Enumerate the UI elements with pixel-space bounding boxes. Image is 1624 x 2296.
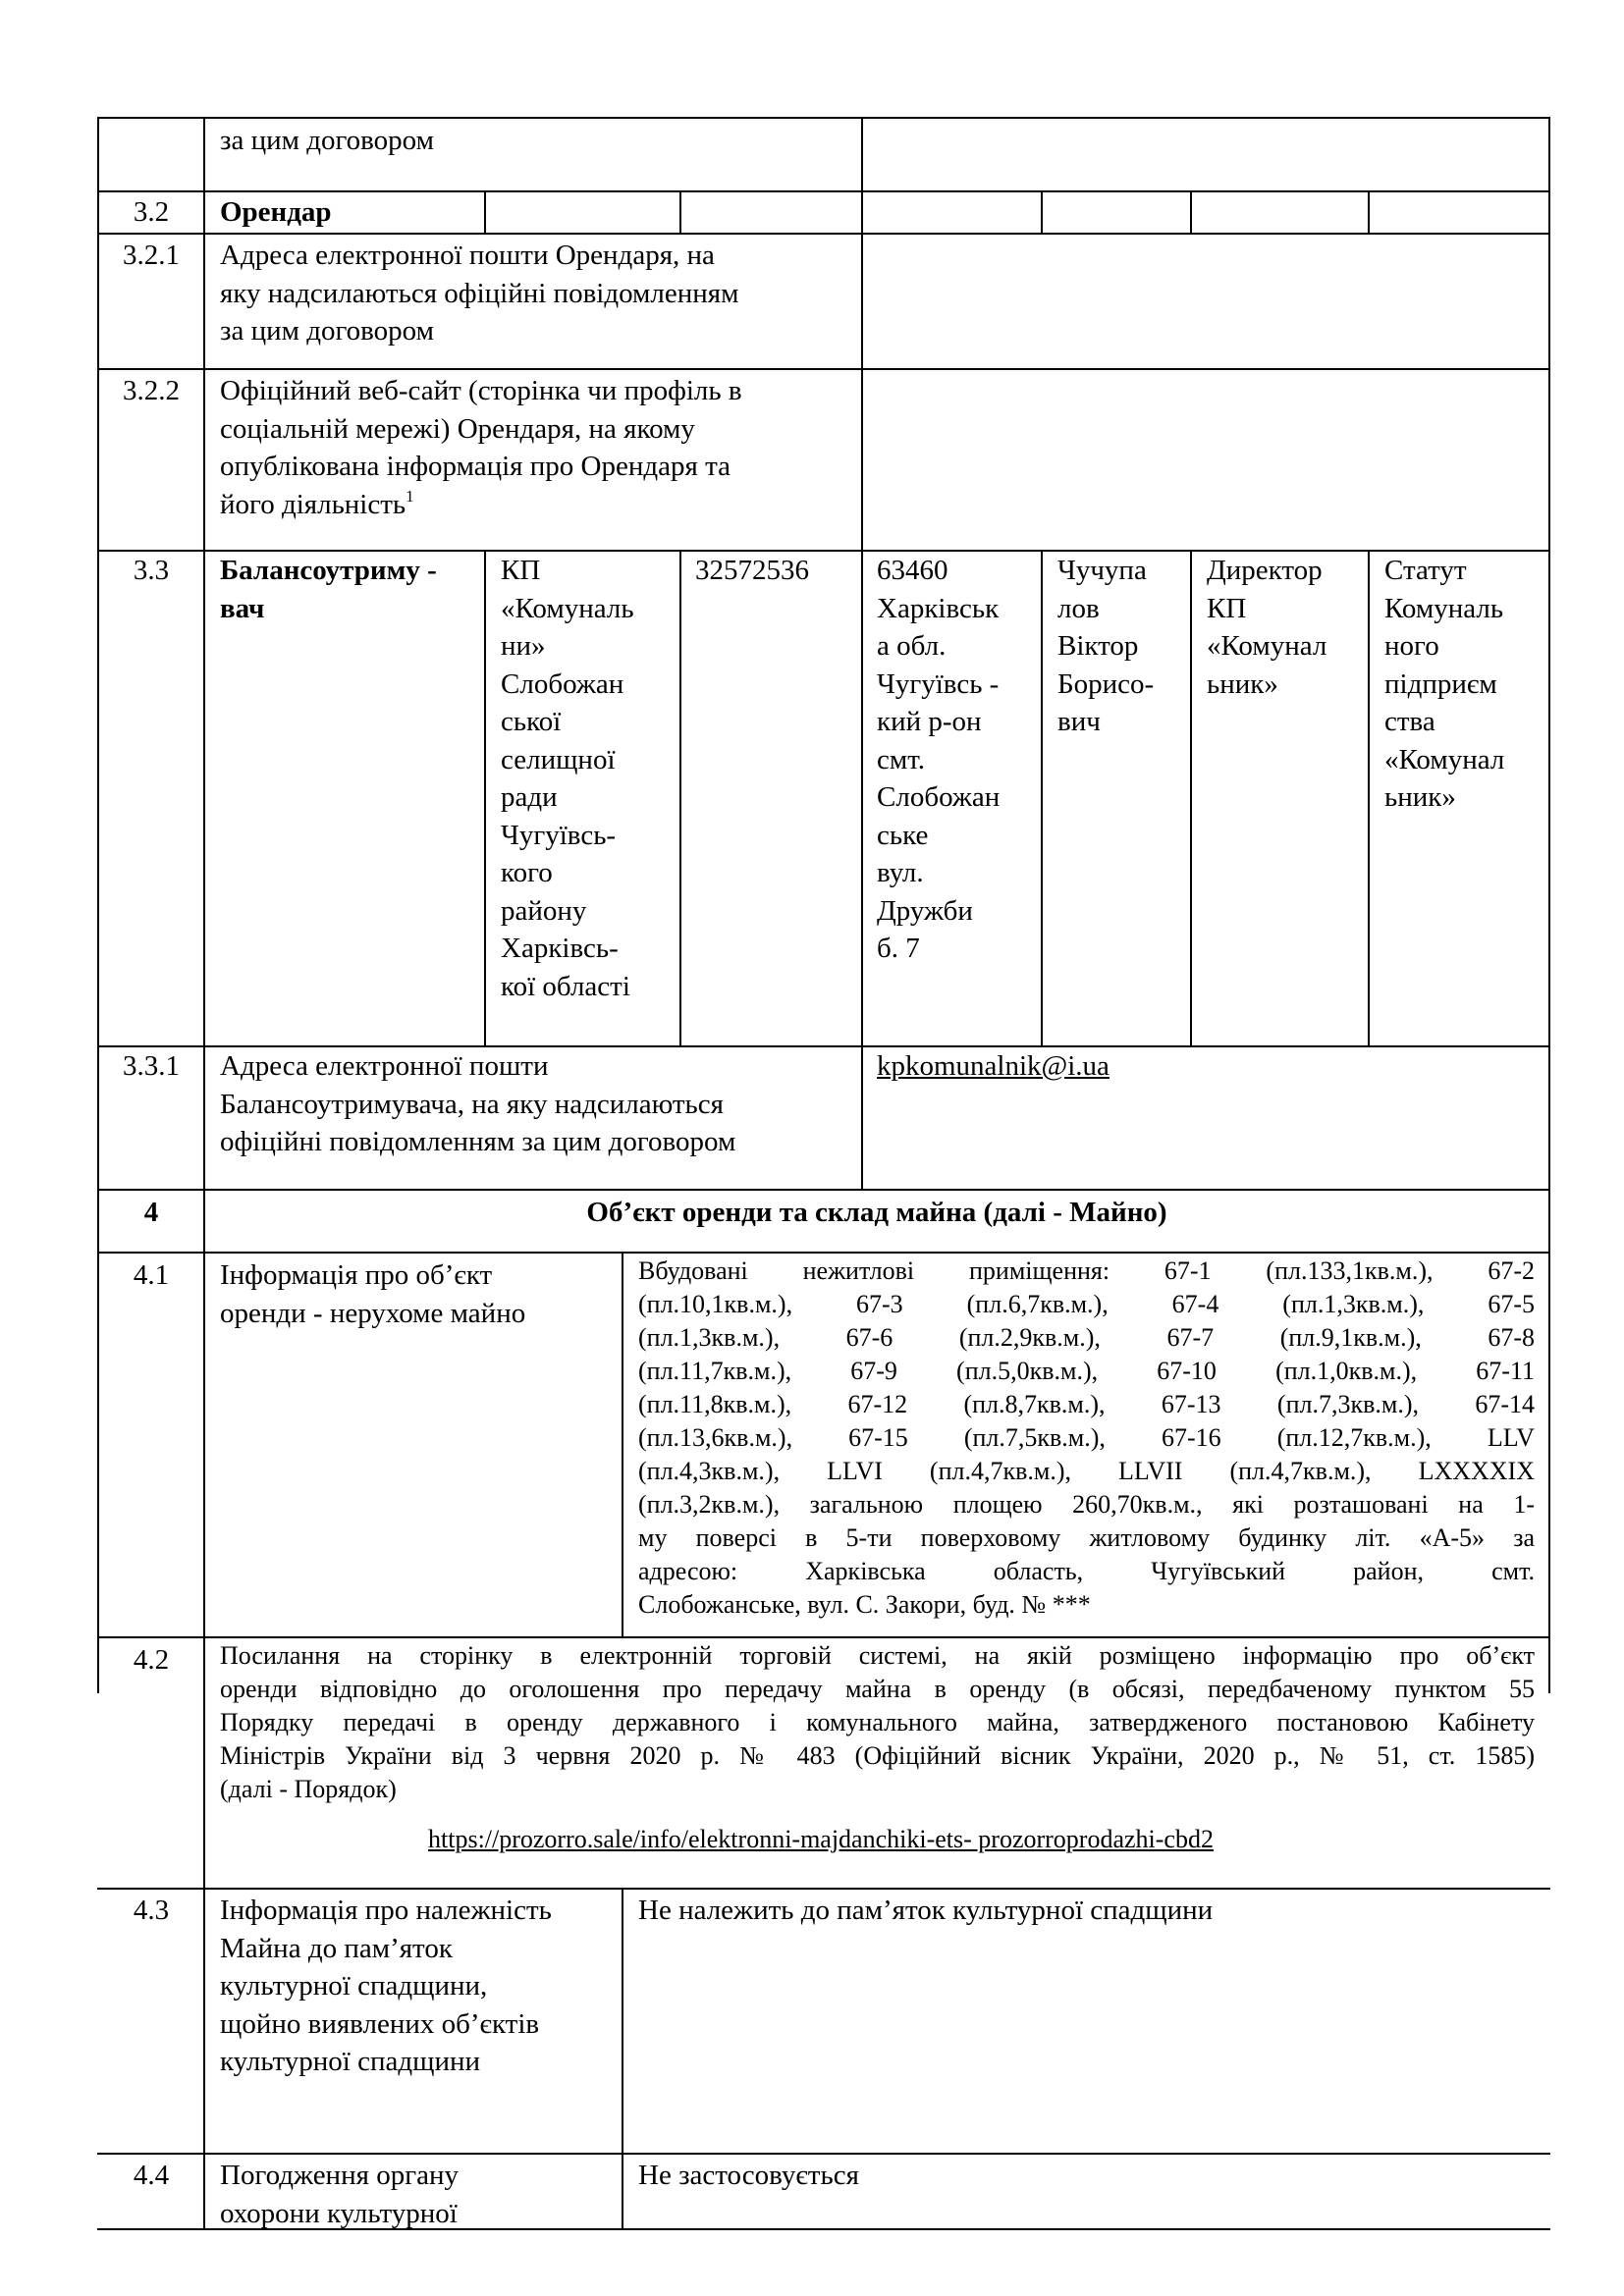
hline: [97, 233, 1550, 235]
row-number: 3.2: [133, 196, 170, 228]
row-number: 3.3.1: [123, 1050, 180, 1082]
balance-holder-basis: Статут Комуналь ного підприєм ства «Комунал ьник»: [1384, 555, 1505, 813]
vline: [1368, 190, 1370, 235]
vline: [484, 190, 486, 235]
border-left: [97, 117, 99, 1693]
hline: [97, 1189, 1550, 1191]
footnote-mark: 1: [406, 486, 414, 506]
ets-link[interactable]: https://prozorro.sale/info/elektronni-majdanchiki-ets- prozorroprodazhi-cbd2: [428, 1825, 1214, 1853]
vline: [622, 1252, 623, 1638]
balance-holder-address: 63460 Харківськ а обл. Чугуївсь - кий р-он смт. Слобожан ське вул. Дружби б. 7: [877, 555, 1001, 964]
object-info-label: Інформація про об’єкт оренди - нерухоме майно: [220, 1259, 526, 1329]
tenant-heading: Орендар: [220, 196, 332, 228]
balance-holder-name: КП «Комуналь ни» Слобожан ської селищної ради Чугуївсь- кого району Харківсь- кої області: [501, 555, 634, 1002]
vline: [622, 1888, 623, 2230]
vline: [1041, 190, 1043, 235]
prev-row-label: за цим договором: [220, 125, 434, 156]
hline: [97, 190, 1550, 192]
ets-link-description: Посилання на сторінку в електронній торговій системі, на якій розміщено інформацію про об’єкт оренди відповідно до оголошення про передачу майна в оренду (в обсязі, передбаченому пунктом 55 Порядку передачі в оренду державного і комунального майна, затвердженого постановою Кабінету Міністрів України від 3 червня 2020 р. № 483 (Офіційний вісник України, 2020 р., № 51, ст. 1585) (далі - Порядок): [220, 1641, 1535, 1803]
tenant-website-label: Офіційний веб-сайт (сторінка чи профіль в соціальній мережі) Орендаря, на якому опублікована інформація про Орендаря та його діяльність$^1$: [220, 375, 742, 520]
section-number: 4: [143, 1197, 159, 1228]
row-number: 4.2: [133, 1644, 170, 1676]
row-number: 3.2.2: [123, 375, 180, 406]
balance-holder-email-link[interactable]: kpkomunalnik@i.ua: [877, 1050, 1110, 1082]
border-right: [1548, 117, 1550, 1693]
vline: [484, 550, 486, 1047]
vline: [679, 550, 681, 1047]
balance-holder-label: Балансоутриму - вач: [220, 555, 437, 624]
balance-holder-position: Директор КП «Комунал ьник»: [1207, 555, 1327, 700]
object-info-value: Вбудовані нежитлові приміщення: 67-1 (пл.133,1кв.м.), 67-2 (пл.10,1кв.м.), 67-3 (пл.6,7кв.м.), 67-4 (пл.1,3кв.м.), 67-5 (пл.1,3кв.м.), 67-6 (пл.2,9кв.м.), 67-7 (пл.9,1кв.м.), 67-8 (пл.11,7кв.м.), 67-9 (пл.5,0кв.м.), 67-10 (пл.1,0кв.м.), 67-11 (пл.11,8кв.м.), 67-12 (пл.8,7кв.м.), 67-13 (пл.7,3кв.м.), 67-14 (пл.13,6кв.м.), 67-15 (пл.7,5кв.м.), 67-16 (пл.12,7кв.м.), LLV (пл.4,3кв.м.), LLVI (пл.4,7кв.м.), LLVII (пл.4,7кв.м.), LXXXXIX (пл.3,2кв.м.), загальною площею 260,70кв.м., які розташовані на 1- му поверсі в 5-ти поверховому житловому будинку літ. «А-5» за адресою: Харківська область, Чугуївський район, смт. Слобожанське, вул. С. Закори, буд. № ***: [638, 1256, 1535, 1619]
row-number: 4.4: [133, 2160, 170, 2191]
vline: [1368, 550, 1370, 1047]
row-number: 4.3: [133, 1895, 170, 1926]
row-number: 4.1: [133, 1259, 170, 1291]
hline: [97, 117, 1550, 119]
vline: [1190, 550, 1192, 1047]
heritage-value: Не належить до пам’яток культурної спадщини: [638, 1895, 1214, 1926]
vline: [861, 117, 863, 1191]
hline: [97, 1252, 1550, 1254]
hline: [97, 368, 1550, 370]
balance-holder-code: 32572536: [695, 555, 809, 586]
hline: [97, 1888, 1550, 1890]
row-number: 3.3: [133, 555, 170, 586]
vline: [679, 190, 681, 235]
vline: [1190, 190, 1192, 235]
tenant-email-label: Адреса електронної пошти Орендаря, на яку надсилаються офіційні повідомленням за цим договором: [220, 240, 739, 347]
vline: [1041, 550, 1043, 1047]
heritage-approval-value: Не застосовується: [638, 2160, 859, 2191]
balance-holder-email-label: Адреса електронної пошти Балансоутримувача, на яку надсилаються офіційні повідомленням за цим договором: [220, 1050, 736, 1157]
balance-holder-person: Чучупа лов Віктор Борисо- вич: [1057, 555, 1155, 737]
row-number: 3.2.1: [123, 240, 180, 271]
section-title: Об’єкт оренди та склад майна (далі - Майно): [586, 1197, 1167, 1228]
hline: [97, 1636, 1550, 1638]
heritage-approval-label: Погодження органу охорони культурної: [220, 2160, 459, 2229]
heritage-label: Інформація про належність Майна до пам’яток культурної спадщини, щойно виявлених об’єктів культурної спадщини: [220, 1895, 552, 2077]
hline: [97, 2153, 1550, 2155]
